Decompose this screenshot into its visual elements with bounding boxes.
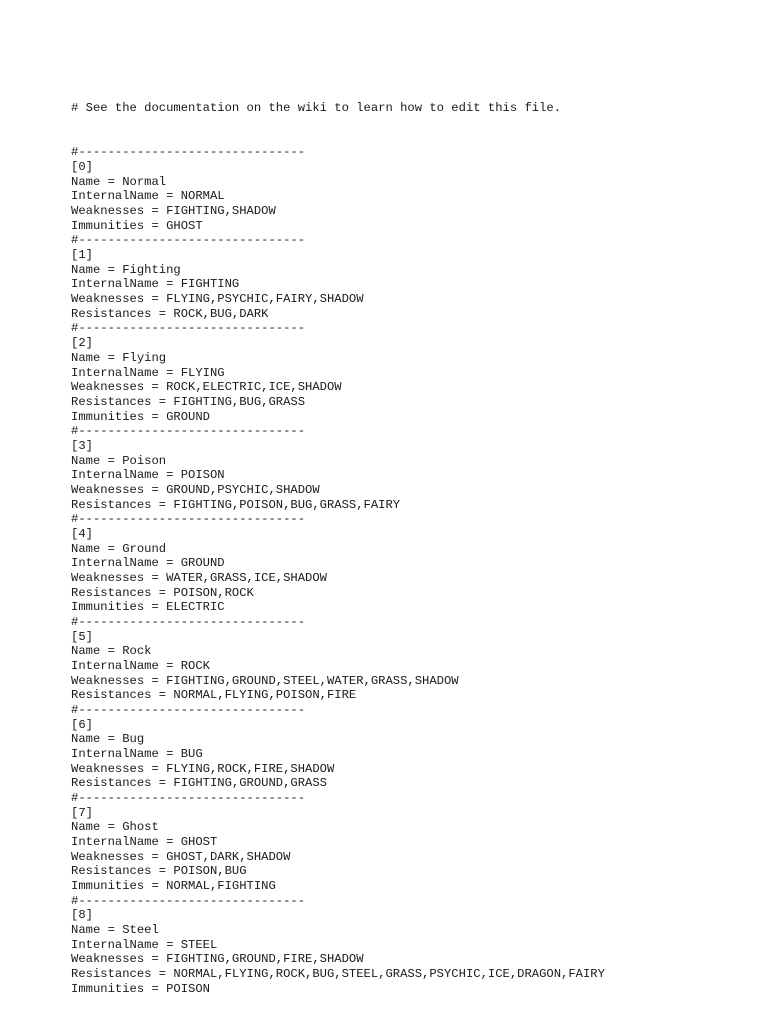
section-list (71, 145, 751, 996)
property-line: Weaknesses = ROCK,ELECTRIC,ICE,SHADOW (71, 380, 342, 395)
section-index: [2] (71, 336, 93, 351)
property-line: InternalName = NORMAL (71, 189, 225, 204)
property-line: Resistances = POISON,ROCK (71, 585, 254, 600)
separator-line: #------------------------------- (71, 424, 306, 439)
section-block (71, 615, 751, 703)
property-line: InternalName = GROUND (71, 556, 225, 571)
property-line: Immunities = GHOST (71, 218, 203, 233)
property-line: InternalName = POISON (71, 468, 225, 483)
separator-line: #------------------------------- (71, 233, 306, 248)
section-index: [3] (71, 438, 93, 453)
property-line: Resistances = FIGHTING,POISON,BUG,GRASS,FAIRY (71, 497, 401, 512)
property-line: Immunities = NORMAL,FIGHTING (71, 879, 276, 894)
property-line: Name = Steel (71, 923, 159, 938)
separator-line: #------------------------------- (71, 145, 306, 160)
property-line: InternalName = ROCK (71, 658, 210, 673)
property-line: Weaknesses = GROUND,PSYCHIC,SHADOW (71, 482, 320, 497)
separator-line: #------------------------------- (71, 702, 306, 717)
section-index: [4] (71, 526, 93, 541)
section-block (71, 424, 751, 512)
property-line: Weaknesses = WATER,GRASS,ICE,SHADOW (71, 570, 327, 585)
section-index: [6] (71, 717, 93, 732)
section-index: [0] (71, 160, 93, 175)
property-line: Name = Fighting (71, 262, 181, 277)
property-line: Name = Ghost (71, 820, 159, 835)
property-line: Name = Normal (71, 174, 167, 189)
property-line: Weaknesses = FIGHTING,SHADOW (71, 204, 276, 219)
separator-line: #------------------------------- (71, 512, 306, 527)
property-line: Name = Bug (71, 732, 145, 747)
section-block (71, 321, 751, 424)
property-line: InternalName = FIGHTING (71, 277, 240, 292)
property-line: Weaknesses = FIGHTING,GROUND,FIRE,SHADOW (71, 952, 364, 967)
section-index: [7] (71, 805, 93, 820)
document-body (71, 72, 751, 1011)
property-line: Immunities = ELECTRIC (71, 600, 225, 615)
property-line: Immunities = GROUND (71, 409, 210, 424)
section-block (71, 791, 751, 894)
property-line: Weaknesses = GHOST,DARK,SHADOW (71, 849, 291, 864)
section-block (71, 512, 751, 615)
property-line: Weaknesses = FLYING,ROCK,FIRE,SHADOW (71, 761, 335, 776)
section-index: [5] (71, 629, 93, 644)
property-line: InternalName = STEEL (71, 937, 218, 952)
separator-line: #------------------------------- (71, 893, 306, 908)
property-line: Name = Rock (71, 644, 152, 659)
property-line: Resistances = FIGHTING,BUG,GRASS (71, 394, 306, 409)
separator-line: #------------------------------- (71, 790, 306, 805)
header-comment: # See the documentation on the wiki to learn how to edit this file. (71, 101, 562, 116)
section-block (71, 703, 751, 791)
property-line: InternalName = FLYING (71, 365, 225, 380)
property-line: Name = Ground (71, 541, 167, 556)
section-index: [1] (71, 248, 93, 263)
property-line: Immunities = POISON (71, 981, 210, 996)
property-line: Name = Poison (71, 453, 167, 468)
property-line: Name = Flying (71, 350, 167, 365)
property-line: Weaknesses = FLYING,PSYCHIC,FAIRY,SHADOW (71, 292, 364, 307)
property-line: Weaknesses = FIGHTING,GROUND,STEEL,WATER,GRASS,SHADOW (71, 673, 459, 688)
property-line: InternalName = GHOST (71, 835, 218, 849)
section-block (71, 233, 751, 321)
section-index: [8] (71, 908, 93, 923)
property-line: InternalName = BUG (71, 746, 203, 761)
property-line: Resistances = NORMAL,FLYING,ROCK,BUG,STEEL,GRASS,PSYCHIC,ICE,DRAGON,FAIRY (71, 967, 605, 982)
property-line: Resistances = NORMAL,FLYING,POISON,FIRE (71, 688, 357, 703)
property-line: Resistances = POISON,BUG (71, 864, 247, 879)
separator-line: #------------------------------- (71, 321, 306, 336)
separator-line: #------------------------------- (71, 614, 306, 629)
property-line: Resistances = ROCK,BUG,DARK (71, 306, 269, 321)
property-line: Resistances = FIGHTING,GROUND,GRASS (71, 776, 327, 791)
section-block (71, 894, 751, 997)
section-block (71, 145, 751, 233)
